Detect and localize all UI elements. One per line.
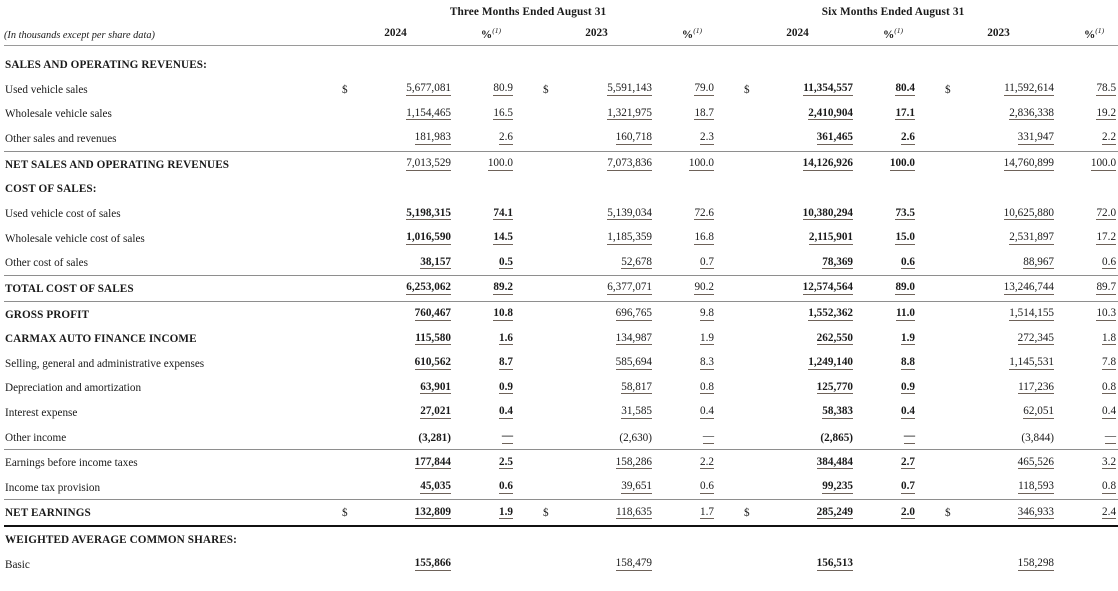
cell-value: 58,383 [822,405,854,418]
cell-value: 8.8 [901,356,916,369]
cell-value: 0.4 [499,405,513,418]
row-label-interest-expense: Interest expense [5,406,78,419]
table-row [4,400,1118,425]
column-header-row [4,22,1118,45]
cell-value: 72.6 [694,206,715,219]
cell-value: 2,410,904 [808,106,854,119]
cell-value: 15.0 [895,231,916,244]
cell-value: 16.5 [493,106,513,119]
cell-value: — [1104,429,1117,442]
cell-value: 1.6 [499,331,513,344]
cell-value: 1,154,465 [406,106,451,119]
cell-value: 88,967 [1023,255,1055,268]
cell-value: 0.9 [499,380,513,393]
cell-value: 27,021 [420,405,451,418]
cell-value: 100.0 [1070,151,1118,176]
cell-value: 1,016,590 [406,231,451,244]
cell-value: 18.7 [694,106,715,119]
cell-value: 100.0 [668,151,716,176]
column-header-s-2024-pct: %$^{(1)}$ [869,22,917,45]
cell-value: 2.6 [901,131,916,144]
table-row [4,326,1118,351]
column-header-q-2024-pct: %$^{(1)}$ [467,22,515,45]
cell-value: 78.5 [1096,82,1117,95]
table-row [4,126,1118,151]
row-label-other-cost-of-sales: Other cost of sales [5,257,88,270]
row-label-wholesale-vehicle-cost-of-sales: Wholesale vehicle cost of sales [5,232,145,245]
cell-value: 45,035 [420,480,451,493]
row-label-other-income: Other income [5,431,67,444]
cell-value: 2.2 [668,450,716,475]
cell-value: 6,253,062 [362,275,457,301]
cell-value: 80.9 [493,82,513,95]
cell-value: 16.8 [694,231,715,244]
cell-value: 0.6 [901,255,916,268]
table-row [4,201,1118,226]
cell-value: 73.5 [895,206,916,219]
cell-value: 0.8 [700,380,715,393]
cell-value: 8.7 [499,356,513,369]
column-header-q-2024: 2024 [340,22,457,45]
cell-value: 0.5 [499,255,513,268]
cell-value: 38,157 [420,255,451,268]
cell-value: 1.9 [901,331,916,344]
cell-value [869,552,917,577]
table-row [4,77,1118,102]
cell-value: 10.8 [467,301,515,326]
cell-value: 160,718 [615,131,652,144]
cell-value [1070,552,1118,577]
cell-value: 155,866 [414,557,451,570]
cell-value: 1,321,975 [607,106,652,119]
cell-value: 585,694 [615,356,652,369]
cell-value: 63,901 [420,380,451,393]
cell-value: 285,249 [764,500,859,526]
row-label-gross-profit: GROSS PROFIT [4,301,340,326]
cell-value: 17.2 [1096,231,1117,244]
cell-value: 78,369 [822,255,854,268]
cell-value: 5,591,143 [607,82,652,95]
consolidated-statements-of-earnings-table [4,0,1118,576]
cell-value: 0.8 [1102,480,1117,493]
currency-symbol: $ [943,500,965,526]
cell-value: 118,593 [1018,480,1055,493]
cell-value: 2,531,897 [1009,231,1055,244]
cell-value: 19.2 [1096,106,1117,119]
cell-value: 0.7 [700,255,715,268]
cell-value [668,552,716,577]
cell-value: 11,592,614 [1004,82,1055,95]
cell-value: 5,198,315 [406,206,451,219]
row-label-net-sales-and-operating-revenues: NET SALES AND OPERATING REVENUES [4,151,340,176]
cell-value: 2,836,338 [1009,106,1055,119]
table-row [4,301,1118,326]
currency-symbol: $ [543,83,549,96]
table-row [4,226,1118,251]
cell-value: 39,651 [621,480,652,493]
cell-value: 0.8 [1102,380,1117,393]
cell-value: 1,249,140 [808,356,854,369]
cell-value: 361,465 [816,131,854,144]
cell-value: (3,281) [418,431,451,444]
table-row [4,475,1118,500]
section-header-weighted-average-common-shares: WEIGHTED AVERAGE COMMON SHARES: [5,533,237,546]
cell-value: 346,933 [965,500,1060,526]
column-group-title-row [4,0,1118,22]
cell-value: 2.5 [467,450,515,475]
cell-value: 2.2 [1102,131,1117,144]
cell-value: (3,844) [1021,431,1055,444]
cell-value: 58,817 [621,380,652,393]
cell-value: 1,514,155 [965,301,1060,326]
currency-symbol: $ [742,500,764,526]
cell-value: 6,377,071 [563,275,658,301]
group-title-three-months: Three Months Ended August 31 [449,6,607,18]
table-row [4,450,1118,475]
cell-value: 0.6 [499,480,513,493]
cell-value: 1,145,531 [1009,356,1055,369]
cell-value: 1,552,362 [764,301,859,326]
cell-value: 13,246,744 [965,275,1060,301]
cell-value: 80.4 [895,82,916,95]
cell-value: 14,760,899 [965,151,1060,176]
cell-value: 2.7 [869,450,917,475]
cell-value: 7,073,836 [563,151,658,176]
cell-value: 2.3 [700,131,715,144]
cell-value: 100.0 [869,151,917,176]
cell-value: 0.4 [901,405,916,418]
cell-value: 11.0 [869,301,917,326]
cell-value: 10,625,880 [1003,206,1055,219]
cell-value: 74.1 [493,206,513,219]
cell-value: 90.2 [668,275,716,301]
cell-value: 89.2 [467,275,515,301]
cell-value: 2.0 [869,500,917,526]
cell-value: 0.6 [1102,255,1117,268]
currency-symbol: $ [342,83,348,96]
cell-value: 465,526 [965,450,1060,475]
cell-value: 10.3 [1070,301,1118,326]
cell-value: 62,051 [1023,405,1055,418]
row-label-sga-expenses: Selling, general and administrative expenses [5,357,205,370]
row-label-income-tax-provision: Income tax provision [5,481,101,494]
cell-value: 181,983 [414,131,451,144]
section-header-row-shares [4,526,1118,552]
cell-value: 14.5 [493,231,513,244]
cell-value: 100.0 [467,151,515,176]
column-header-q-2023: 2023 [541,22,658,45]
cell-value: 0.6 [700,480,715,493]
cell-value: 125,770 [816,380,854,393]
cell-value: 0.7 [901,480,916,493]
cell-value: 1.8 [1102,331,1117,344]
cell-value: 5,139,034 [607,206,652,219]
cell-value: 89.7 [1070,275,1118,301]
units-note: (In thousands except per share data) [4,22,340,45]
cell-value: 760,467 [362,301,457,326]
cell-value: 696,765 [563,301,658,326]
cell-value: 89.0 [869,275,917,301]
table-row [4,552,1118,577]
table-row [4,500,1118,526]
group-title-six-months: Six Months Ended August 31 [821,6,965,18]
cell-value: 1,185,359 [607,231,652,244]
cell-value: 1.9 [700,331,715,344]
cell-value: 134,987 [615,331,652,344]
cell-value: 72.0 [1096,206,1117,219]
currency-symbol: $ [945,83,951,96]
cell-value: 7.8 [1102,356,1117,369]
cell-value: 0.9 [901,380,916,393]
section-header-row-cost [4,176,1118,201]
currency-symbol: $ [744,83,750,96]
row-label-basic: Basic [5,558,30,571]
cell-value: 0.4 [1102,405,1117,418]
cell-value: (2,630) [619,431,652,444]
table-row [4,250,1118,275]
cell-value: 5,677,081 [406,82,451,95]
cell-value: 9.8 [668,301,716,326]
cell-value: 14,126,926 [764,151,859,176]
cell-value: 3.2 [1070,450,1118,475]
row-label-used-vehicle-cost-of-sales: Used vehicle cost of sales [5,208,121,221]
cell-value: 158,479 [615,557,652,570]
cell-value: 0.4 [700,405,715,418]
row-label-depreciation-and-amortization: Depreciation and amortization [5,382,142,395]
section-header-cost-of-sales: COST OF SALES: [5,183,97,196]
cell-value: 156,513 [816,557,854,570]
cell-value: 1.9 [467,500,515,526]
cell-value: 177,844 [362,450,457,475]
row-label-earnings-before-income-taxes: Earnings before income taxes [4,450,340,475]
table-row [4,151,1118,176]
cell-value: 7,013,529 [362,151,457,176]
row-label-carmax-auto-finance-income: CARMAX AUTO FINANCE INCOME [5,333,197,346]
section-header-row-sales [4,52,1118,77]
row-label-wholesale-vehicle-sales: Wholesale vehicle sales [5,108,112,121]
cell-value: 8.3 [700,356,715,369]
cell-value: 31,585 [621,405,652,418]
cell-value: 272,345 [1017,331,1055,344]
cell-value: 118,635 [563,500,658,526]
cell-value: 384,484 [764,450,859,475]
column-header-s-2024: 2024 [742,22,859,45]
cell-value: 158,298 [1017,557,1055,570]
cell-value: 12,574,564 [764,275,859,301]
cell-value: (2,865) [820,431,854,444]
cell-value: 331,947 [1017,131,1055,144]
cell-value: — [702,429,715,442]
row-label-other-sales-and-revenues: Other sales and revenues [5,133,117,146]
column-header-s-2023: 2023 [943,22,1060,45]
row-label-net-earnings: NET EARNINGS [4,500,340,526]
table-row [4,101,1118,126]
cell-value [467,552,515,577]
row-label-total-cost-of-sales: TOTAL COST OF SALES [4,275,340,301]
column-header-q-2023-pct: %$^{(1)}$ [668,22,716,45]
cell-value: 158,286 [563,450,658,475]
currency-symbol: $ [541,500,563,526]
cell-value: 262,550 [816,331,854,344]
cell-value: 610,562 [414,356,451,369]
cell-value: 2.6 [499,131,513,144]
cell-value: 115,580 [415,331,451,344]
cell-value: 2.4 [1070,500,1118,526]
table-row [4,375,1118,400]
table-row [4,351,1118,376]
cell-value: — [903,429,916,442]
row-label-used-vehicle-sales: Used vehicle sales [5,83,88,96]
cell-value: 11,354,557 [803,82,854,95]
table-row [4,424,1118,449]
column-header-s-2023-pct: %$^{(1)}$ [1070,22,1118,45]
cell-value: — [501,429,513,442]
cell-value: 132,809 [362,500,457,526]
cell-value: 79.0 [694,82,715,95]
cell-value: 1.7 [668,500,716,526]
section-header-sales: SALES AND OPERATING REVENUES: [5,58,207,71]
cell-value: 117,236 [1018,380,1055,393]
cell-value: 17.1 [895,106,916,119]
cell-value: 2,115,901 [808,231,854,244]
cell-value: 10,380,294 [802,206,854,219]
cell-value: 52,678 [621,255,652,268]
table-row [4,275,1118,301]
cell-value: 99,235 [822,480,854,493]
currency-symbol: $ [340,500,362,526]
